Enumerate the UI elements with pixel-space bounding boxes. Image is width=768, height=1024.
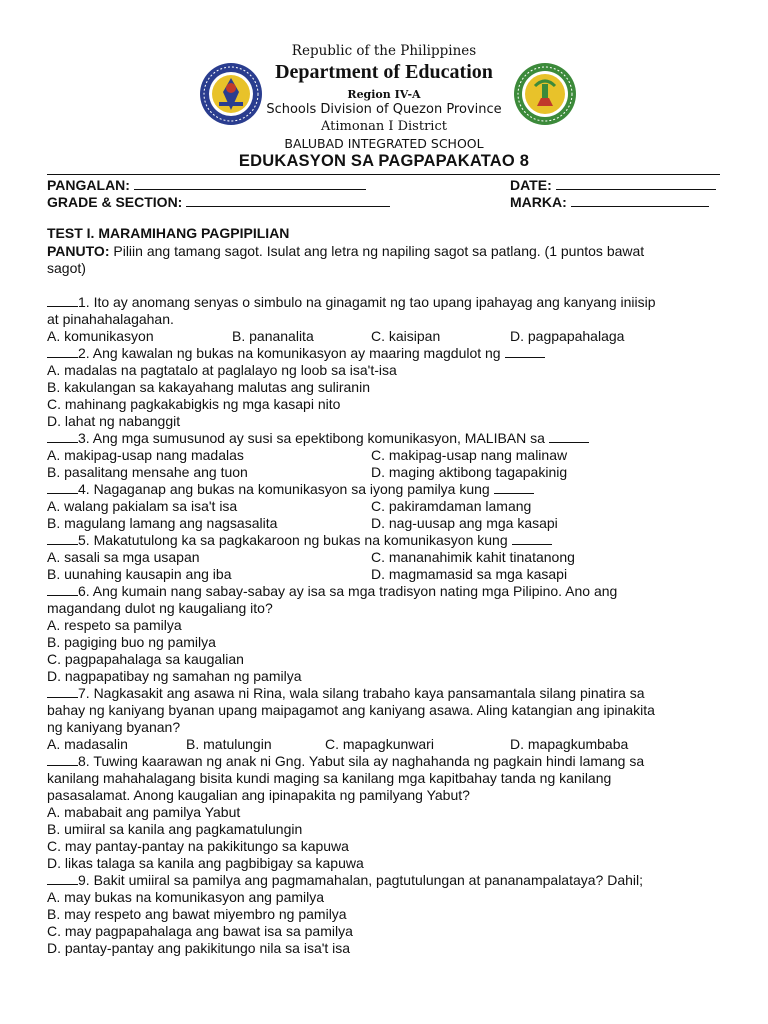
question-text: 1. Ito ay anomang senyas o simbulo na ginagamit ng tao upang ipahayag ang kanyang iniisip xyxy=(78,294,656,310)
choice-a: A. makipag-usap nang madalas xyxy=(47,447,244,463)
question-5 xyxy=(47,532,552,549)
department-heading: Department of Education xyxy=(275,61,493,83)
question-text: 5. Makatutulong ka sa pagkakaroon ng bukas na komunikasyon kung xyxy=(78,532,508,548)
choice-a: A. mababait ang pamilya Yabut xyxy=(47,804,241,820)
question-text: 4. Nagaganap ang bukas na komunikasyon sa iyong pamilya kung xyxy=(78,481,490,497)
school-heading: BALUBAD INTEGRATED SCHOOL xyxy=(284,136,484,151)
choice-b: B. umiiral sa kanila ang pagkamatulungin xyxy=(47,821,303,837)
question-4 xyxy=(47,481,534,498)
question-3 xyxy=(47,430,589,447)
choice-a: A. madalas na pagtatalo at paglalayo ng loob sa isa't-isa xyxy=(47,362,397,378)
fill-in-blank[interactable] xyxy=(505,345,545,358)
answer-blank[interactable] xyxy=(47,872,78,885)
choice-c: C. mananahimik kahit tinatanong xyxy=(371,549,575,565)
name-field[interactable] xyxy=(47,177,366,193)
question-text: 3. Ang mga sumusunod ay susi sa epektibong komunikasyon, MALIBAN sa xyxy=(78,430,545,446)
choice-d: D. likas talaga sa kanila ang pagbibigay sa kapuwa xyxy=(47,855,364,871)
date-label: DATE: xyxy=(510,177,552,193)
question-text: 7. Nagkasakit ang asawa ni Rina, wala silang trabaho kaya pansamantala silang pinatira sa xyxy=(78,685,645,701)
choice-d: D. magmamasid sa mga kasapi xyxy=(371,566,568,582)
choice-b: B. pagiging buo ng pamilya xyxy=(47,634,216,650)
question-text: 2. Ang kawalan ng bukas na komunikasyon ay maaring magdulot ng xyxy=(78,345,501,361)
choice-d: D. nag-uusap ang mga kasapi xyxy=(371,515,558,531)
question-7-line2: bahay ng kaniyang byanan upang maipagamot ang kaniyang asawa. Aling katangian ang ipinakita xyxy=(47,702,655,718)
choice-d: D. maging aktibong tagapakinig xyxy=(371,464,568,480)
question-text: 8. Tuwing kaarawan ng anak ni Gng. Yabut sila ay naghahanda ng pagkain hindi lamang sa xyxy=(78,753,645,769)
question-1 xyxy=(47,294,656,311)
grade-section-field[interactable] xyxy=(47,194,390,210)
question-9 xyxy=(47,872,643,889)
choice-d: D. pagpapahalaga xyxy=(510,328,625,344)
question-text: 9. Bakit umiiral sa pamilya ang pagmamahalan, pagtutulungan at pananampalataya? Dahil; xyxy=(78,872,644,888)
subject-title: EDUKASYON SA PAGPAPAKATAO 8 xyxy=(238,152,530,170)
choice-c: C. mapagkunwari xyxy=(325,736,434,752)
question-8-line2: kanilang mahahalagang bisita kundi maging sa kanilang mga kapitbahay tanda ng kanilang xyxy=(47,770,612,786)
instructions-label: PANUTO: xyxy=(47,243,110,259)
instructions-text-line1: Piliin ang tamang sagot. Isulat ang letra ng napiling sagot sa patlang. (1 puntos bawat xyxy=(113,243,645,259)
answer-blank[interactable] xyxy=(47,685,78,698)
date-field[interactable] xyxy=(510,177,716,193)
question-8-line3: pasasalamat. Anong kaugalian ang ipinapakita ng pamilyang Yabut? xyxy=(47,787,470,803)
choice-b: B. pasalitang mensahe ang tuon xyxy=(47,464,248,480)
choice-c: C. kaisipan xyxy=(371,328,441,344)
choice-a: A. may bukas na komunikasyon ang pamilya xyxy=(47,889,325,905)
choice-c: C. pakiramdaman lamang xyxy=(371,498,532,514)
choice-b: B. magulang lamang ang nagsasalita xyxy=(47,515,278,531)
answer-blank[interactable] xyxy=(47,532,78,545)
answer-blank[interactable] xyxy=(47,294,78,307)
answer-blank[interactable] xyxy=(47,345,78,358)
date-blank-line[interactable] xyxy=(556,177,716,190)
choice-c: C. pagpapahalaga sa kaugalian xyxy=(47,651,244,667)
republic-heading: Republic of the Philippines xyxy=(291,43,477,59)
choice-d: D. mapagkumbaba xyxy=(510,736,629,752)
answer-blank[interactable] xyxy=(47,753,78,766)
fill-in-blank[interactable] xyxy=(512,532,552,545)
choice-b: B. matulungin xyxy=(186,736,272,752)
score-field[interactable] xyxy=(510,194,709,210)
score-label: MARKA: xyxy=(510,194,567,210)
choice-b: B. uunahing kausapin ang iba xyxy=(47,566,232,582)
choice-c: C. makipag-usap nang malinaw xyxy=(371,447,568,463)
question-2 xyxy=(47,345,545,362)
fill-in-blank[interactable] xyxy=(549,430,589,443)
choice-a: A. walang pakialam sa isa't isa xyxy=(47,498,238,514)
header-divider xyxy=(47,174,720,175)
choice-b: B. pananalita xyxy=(232,328,314,344)
choice-d: D. nagpapatibay ng samahan ng pamilya xyxy=(47,668,302,684)
instructions-text-line2: sagot) xyxy=(47,260,86,276)
choice-c: C. may pantay-pantay na pakikitungo sa kapuwa xyxy=(47,838,349,854)
answer-blank[interactable] xyxy=(47,481,78,494)
choice-a: A. madasalin xyxy=(47,736,128,752)
choice-a: A. respeto sa pamilya xyxy=(47,617,182,633)
choice-b: B. may respeto ang bawat miyembro ng pamilya xyxy=(47,906,347,922)
choice-b: B. kakulangan sa kakayahang malutas ang suliranin xyxy=(47,379,370,395)
choice-c: C. may pagpapahalaga ang bawat isa sa pamilya xyxy=(47,923,353,939)
name-blank-line[interactable] xyxy=(134,177,366,190)
division-heading: Schools Division of Quezon Province xyxy=(266,102,502,117)
question-6-line2: magandang dulot ng kaugaliang ito? xyxy=(47,600,273,616)
region-heading: Region IV-A xyxy=(347,88,421,101)
choice-d: D. pantay-pantay ang pakikitungo nila sa isa't isa xyxy=(47,940,351,956)
question-8 xyxy=(47,753,644,770)
fill-in-blank[interactable] xyxy=(494,481,534,494)
question-7 xyxy=(47,685,645,702)
choice-c: C. mahinang pagkakabigkis ng mga kasapi nito xyxy=(47,396,341,412)
score-blank-line[interactable] xyxy=(571,194,709,207)
district-heading: Atimonan I District xyxy=(321,119,447,134)
name-label: PANGALAN: xyxy=(47,177,130,193)
grade-section-blank-line[interactable] xyxy=(186,194,390,207)
answer-blank[interactable] xyxy=(47,430,78,443)
question-7-line3: ng kaniyang byanan? xyxy=(47,719,181,735)
question-1-line2: at pinahahalagahan. xyxy=(47,311,174,327)
answer-blank[interactable] xyxy=(47,583,78,596)
instructions xyxy=(47,243,644,260)
question-6 xyxy=(47,583,617,600)
choice-a: A. sasali sa mga usapan xyxy=(47,549,200,565)
grade-section-label: GRADE & SECTION: xyxy=(47,194,183,210)
choice-d: D. lahat ng nabanggit xyxy=(47,413,181,429)
test-title: TEST I. MARAMIHANG PAGPIPILIAN xyxy=(47,225,290,241)
choice-a: A. komunikasyon xyxy=(47,328,154,344)
question-text: 6. Ang kumain nang sabay-sabay ay isa sa mga tradisyon nating mga Pilipino. Ano ang xyxy=(78,583,618,599)
